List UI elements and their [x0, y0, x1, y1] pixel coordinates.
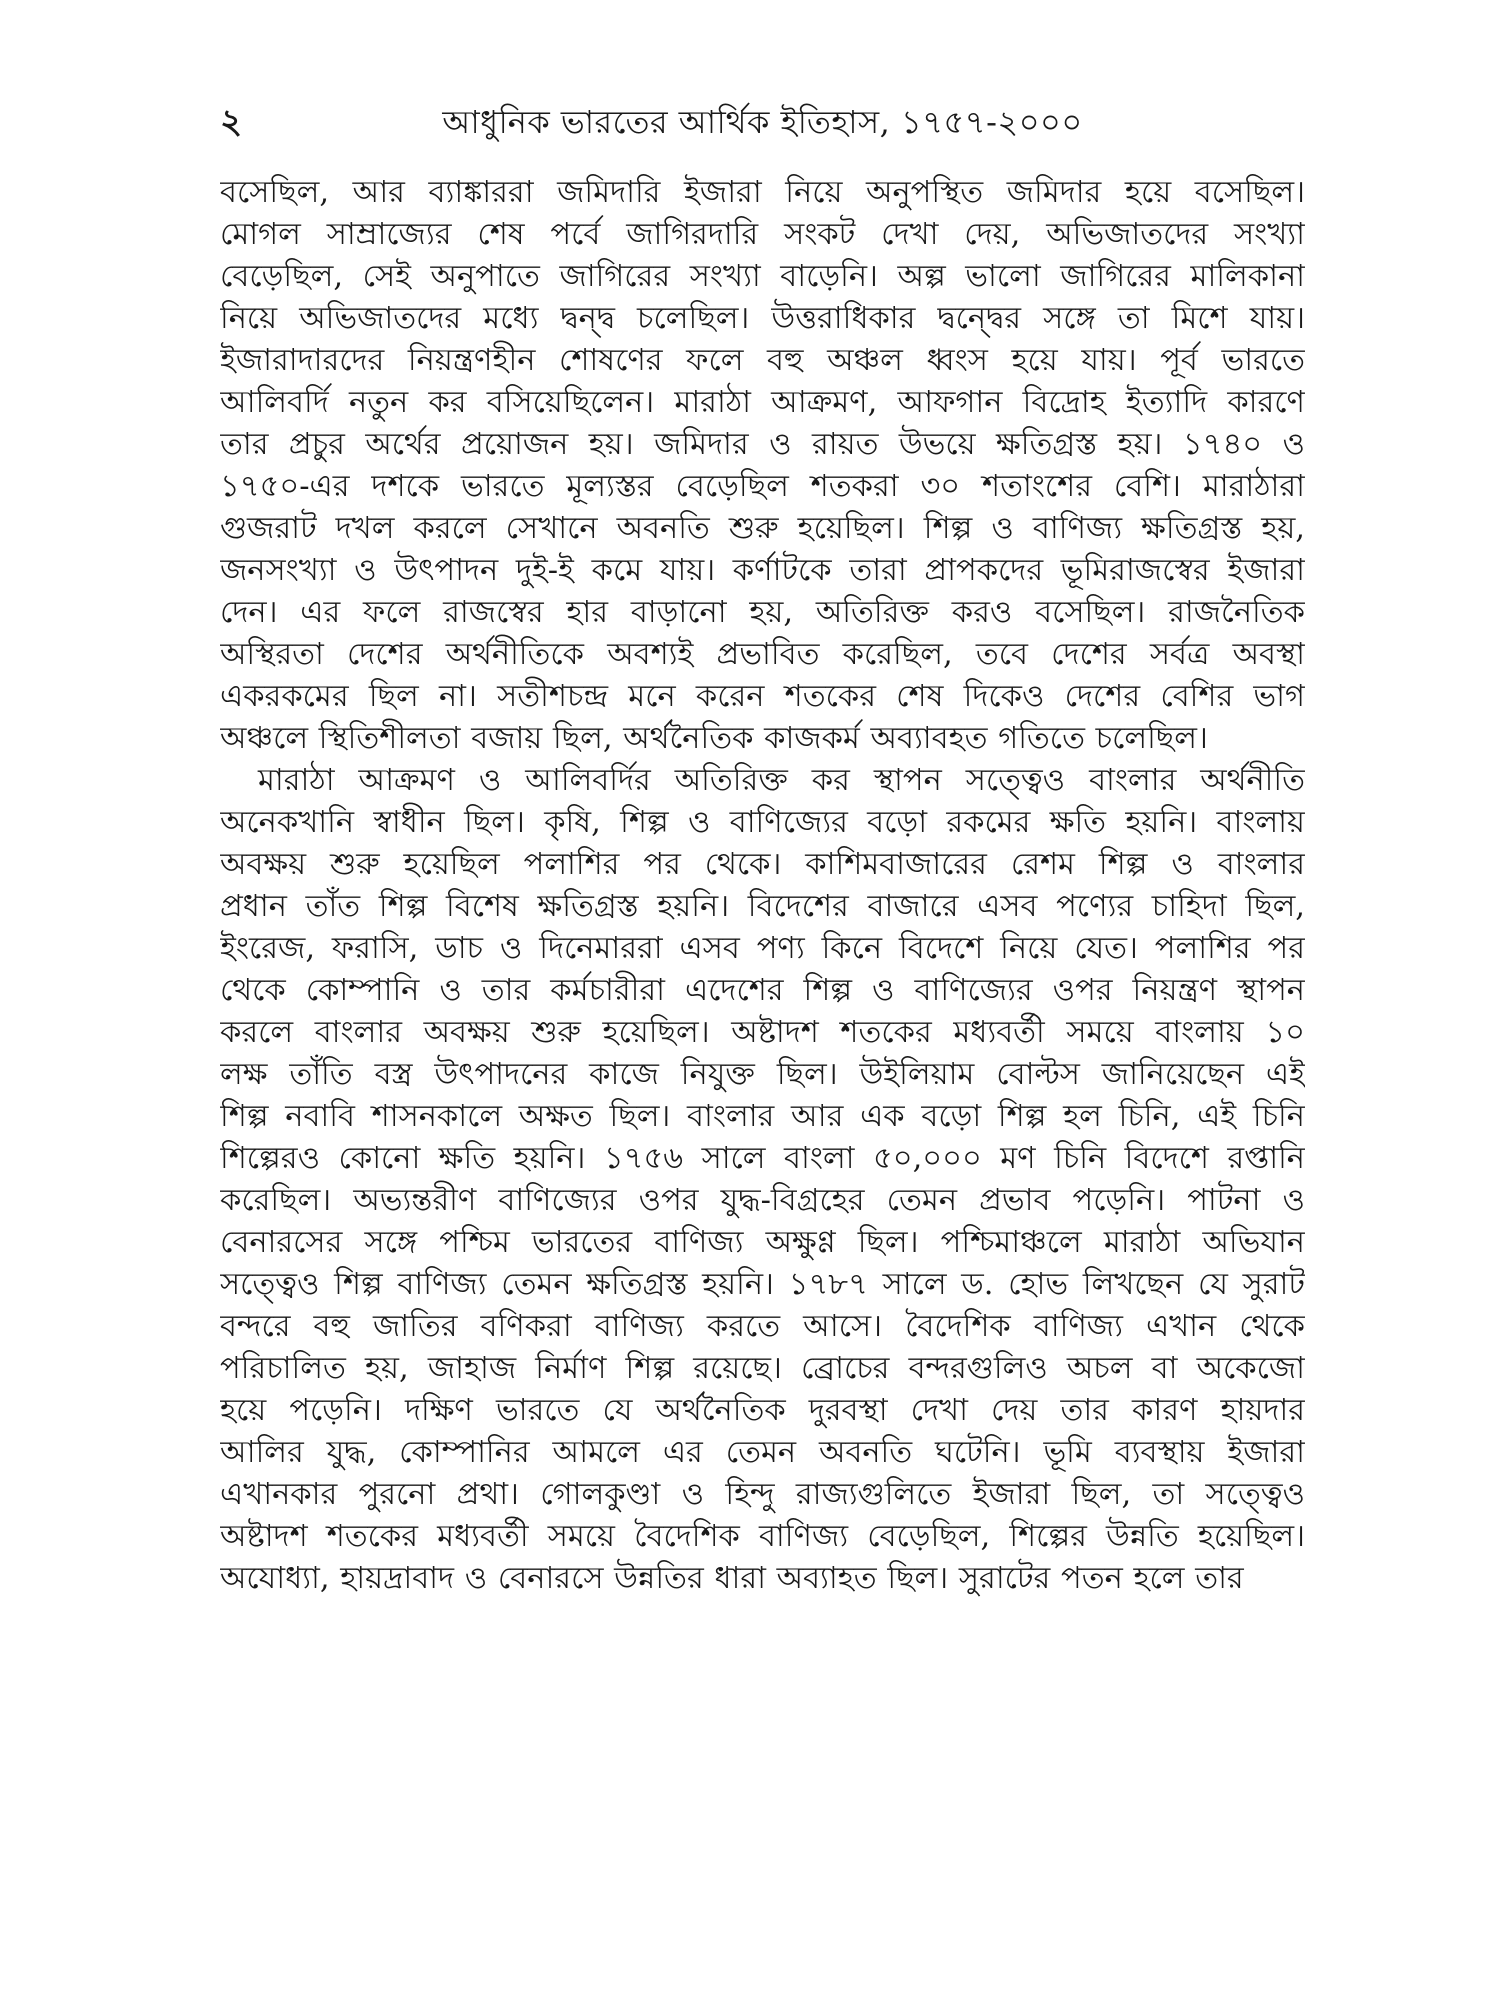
text-line: আলির যুদ্ধ, কোম্পানির আমলে এর তেমন অবনতি ঘটেনি। ভূমি ব্যবস্থায় ইজারা	[220, 1435, 1305, 1470]
text-line: ১৭৫০-এর দশকে ভারতে মূল্যস্তর বেড়েছিল শতকরা ৩০ শতাংশের বেশি। মারাঠারা	[220, 469, 1305, 504]
text-line: করেছিল। অভ্যন্তরীণ বাণিজ্যের ওপর যুদ্ধ-বিগ্রহের তেমন প্রভাব পড়েনি। পাটনা ও	[220, 1183, 1305, 1218]
paragraph-1	[220, 172, 1305, 760]
text-line: দেন। এর ফলে রাজস্বের হার বাড়ানো হয়, অতিরিক্ত করও বসেছিল। রাজনৈতিক	[220, 595, 1305, 630]
text-line: থেকে কোম্পানি ও তার কর্মচারীরা এদেশের শিল্প ও বাণিজ্যের ওপর নিয়ন্ত্রণ স্থাপন	[220, 973, 1305, 1008]
text-line: ইজারাদারদের নিয়ন্ত্রণহীন শোষণের ফলে বহু অঞ্চল ধ্বংস হয়ে যায়। পূর্ব ভারতে	[220, 343, 1305, 378]
text-line: এখানকার পুরনো প্রথা। গোলকুণ্ডা ও হিন্দু রাজ্যগুলিতে ইজারা ছিল, তা সত্ত্বেও	[220, 1477, 1305, 1512]
text-line: গুজরাট দখল করলে সেখানে অবনতি শুরু হয়েছিল। শিল্প ও বাণিজ্য ক্ষতিগ্রস্ত হয়,	[220, 511, 1305, 546]
text-line: বন্দরে বহু জাতির বণিকরা বাণিজ্য করতে আসে। বৈদেশিক বাণিজ্য এখান থেকে	[220, 1309, 1305, 1344]
text-line: লক্ষ তাঁতি বস্ত্র উৎপাদনের কাজে নিযুক্ত ছিল। উইলিয়াম বোল্টস জানিয়েছেন এই	[220, 1057, 1305, 1092]
text-line: অযোধ্যা, হায়দ্রাবাদ ও বেনারসে উন্নতির ধারা অব্যাহত ছিল। সুরাটের পতন হলে তার	[220, 1561, 1244, 1596]
text-line: শিল্পেরও কোনো ক্ষতি হয়নি। ১৭৫৬ সালে বাংলা ৫০,০০০ মণ চিনি বিদেশে রপ্তানি	[220, 1141, 1305, 1176]
page-number: ২	[220, 102, 243, 142]
text-line: করলে বাংলার অবক্ষয় শুরু হয়েছিল। অষ্টাদশ শতকের মধ্যবর্তী সময়ে বাংলায় ১০	[220, 1015, 1305, 1050]
text-line: প্রধান তাঁত শিল্প বিশেষ ক্ষতিগ্রস্ত হয়নি। বিদেশের বাজারে এসব পণ্যের চাহিদা ছিল,	[220, 889, 1305, 924]
text-line: অনেকখানি স্বাধীন ছিল। কৃষি, শিল্প ও বাণিজ্যের বড়ো রকমের ক্ষতি হয়নি। বাংলায়	[220, 805, 1305, 840]
text-line: অঞ্চলে স্থিতিশীলতা বজায় ছিল, অর্থনৈতিক কাজকর্ম অব্যাবহত গতিতে চলেছিল।	[220, 721, 1208, 756]
text-line: তার প্রচুর অর্থের প্রয়োজন হয়। জমিদার ও রায়ত উভয়ে ক্ষতিগ্রস্ত হয়। ১৭৪০ ও	[220, 427, 1305, 462]
text-line: অবক্ষয় শুরু হয়েছিল পলাশির পর থেকে। কাশিমবাজারের রেশম শিল্প ও বাংলার	[220, 847, 1305, 882]
text-line: শিল্প নবাবি শাসনকালে অক্ষত ছিল। বাংলার আর এক বড়ো শিল্প হল চিনি, এই চিনি	[220, 1099, 1305, 1134]
text-line: সত্ত্বেও শিল্প বাণিজ্য তেমন ক্ষতিগ্রস্ত হয়নি। ১৭৮৭ সালে ড. হোভ লিখছেন যে সুরাট	[220, 1267, 1305, 1302]
text-line: পরিচালিত হয়, জাহাজ নির্মাণ শিল্প রয়েছে। ব্রোচের বন্দরগুলিও অচল বা অকেজো	[220, 1351, 1305, 1386]
text-line: ইংরেজ, ফরাসি, ডাচ ও দিনেমাররা এসব পণ্য কিনে বিদেশে নিয়ে যেত। পলাশির পর	[220, 931, 1305, 966]
text-line: অষ্টাদশ শতকের মধ্যবর্তী সময়ে বৈদেশিক বাণিজ্য বেড়েছিল, শিল্পের উন্নতি হয়েছিল।	[220, 1519, 1305, 1554]
text-line: বসেছিল, আর ব্যাঙ্কাররা জমিদারি ইজারা নিয়ে অনুপস্থিত জমিদার হয়ে বসেছিল।	[220, 175, 1305, 210]
text-line: বেড়েছিল, সেই অনুপাতে জাগিরের সংখ্যা বাড়েনি। অল্প ভালো জাগিরের মালিকানা	[220, 259, 1305, 294]
book-title: আধুনিক ভারতের আর্থিক ইতিহাস, ১৭৫৭-২০০০	[442, 103, 1083, 141]
text-line: নিয়ে অভিজাতদের মধ্যে দ্বন্দ্ব চলেছিল। উত্তরাধিকার দ্বন্দ্বের সঙ্গে তা মিশে যায়।	[220, 301, 1305, 336]
text-line: একরকমের ছিল না। সতীশচন্দ্র মনে করেন শতকের শেষ দিকেও দেশের বেশির ভাগ	[220, 679, 1305, 714]
body-text	[220, 172, 1305, 1600]
text-line: বেনারসের সঙ্গে পশ্চিম ভারতের বাণিজ্য অক্ষুণ্ণ ছিল। পশ্চিমাঞ্চলে মারাঠা অভিযান	[220, 1225, 1305, 1260]
text-line: হয়ে পড়েনি। দক্ষিণ ভারতে যে অর্থনৈতিক দুরবস্থা দেখা দেয় তার কারণ হায়দার	[220, 1393, 1305, 1428]
text-line: অস্থিরতা দেশের অর্থনীতিকে অবশ্যই প্রভাবিত করেছিল, তবে দেশের সর্বত্র অবস্থা	[220, 637, 1305, 672]
text-line: মারাঠা আক্রমণ ও আলিবর্দির অতিরিক্ত কর স্থাপন সত্ত্বেও বাংলার অর্থনীতি	[258, 763, 1305, 798]
paragraph-2	[220, 760, 1305, 1600]
text-line: জনসংখ্যা ও উৎপাদন দুই-ই কমে যায়। কর্ণাটকে তারা প্রাপকদের ভূমিরাজস্বের ইজারা	[220, 553, 1305, 588]
running-header	[220, 92, 1305, 152]
text-line: আলিবর্দি নতুন কর বসিয়েছিলেন। মারাঠা আক্রমণ, আফগান বিদ্রোহ ইত্যাদি কারণে	[220, 385, 1305, 420]
text-line: মোগল সাম্রাজ্যের শেষ পর্বে জাগিরদারি সংকট দেখা দেয়, অভিজাতদের সংখ্যা	[220, 217, 1305, 252]
